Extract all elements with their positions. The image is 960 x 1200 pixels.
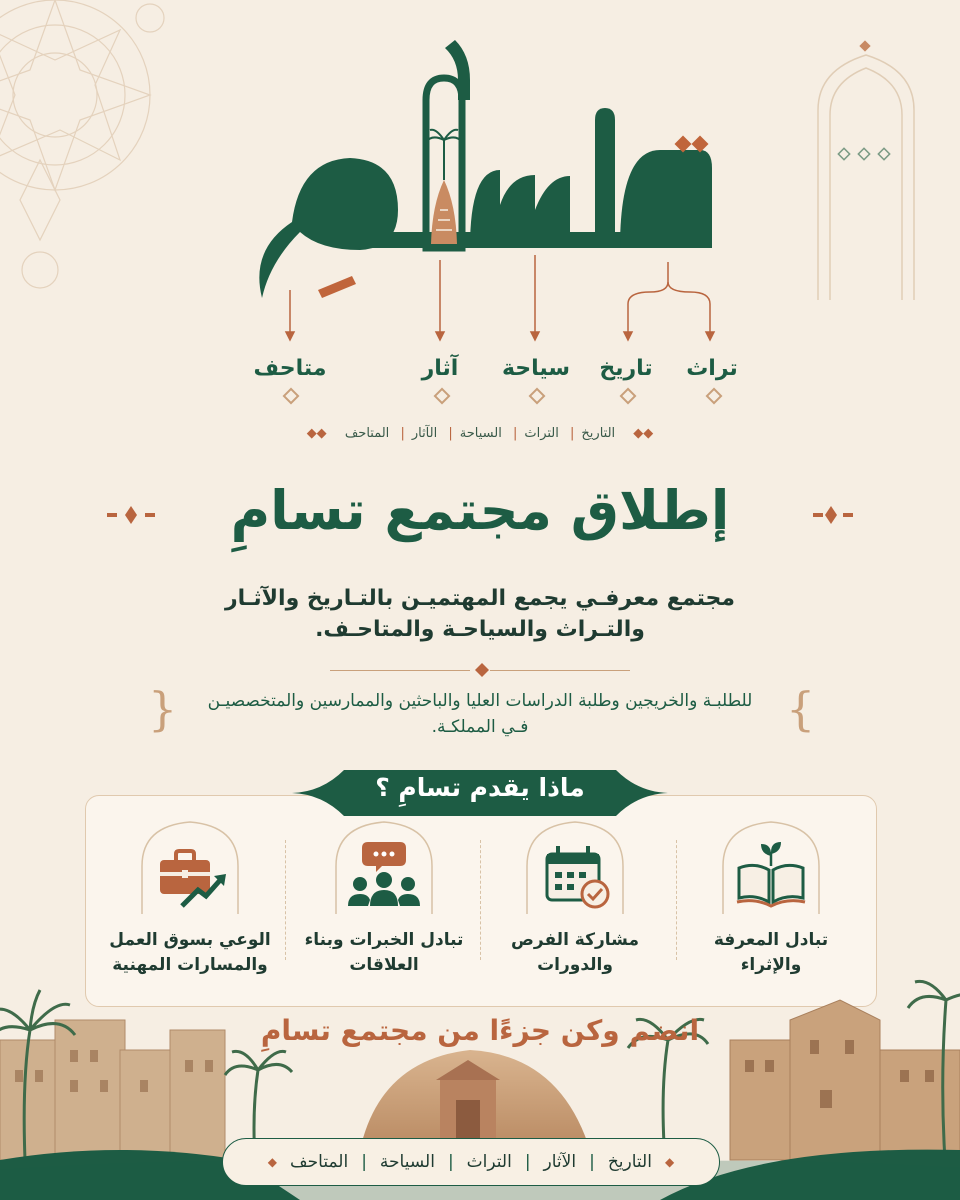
branch-tourism: سياحة bbox=[501, 356, 571, 381]
description: مجتمع معرفـي يجمع المهتميـن بالتـاريخ والآثـار والتـراث والسياحـة والمتاحـف. bbox=[224, 586, 736, 642]
feature-card bbox=[299, 818, 469, 977]
feature-divider bbox=[480, 840, 481, 960]
headline: إطلاق مجتمع تسامِ bbox=[230, 479, 730, 542]
tagline-item: التراث bbox=[524, 426, 559, 441]
tagline-item: السياحة bbox=[459, 426, 502, 441]
tagline-item: الآثار bbox=[411, 426, 438, 441]
feature-card bbox=[686, 818, 856, 977]
footer-categories-bar: ◆ التاريخ | الآثار | التراث | السياحة | المتاحف ◆ bbox=[222, 1138, 720, 1186]
feature-label: الوعي بسوق العمل والمسارات المهنية bbox=[109, 930, 271, 975]
audience-text: للطلبـة والخريجين وطلبة الدراسات العليا والباحثين والممارسين والمتخصصيـن فـي المملكـة. bbox=[207, 691, 753, 738]
right-brace: } bbox=[786, 682, 816, 736]
left-brace: { bbox=[148, 682, 178, 736]
feature-card bbox=[105, 818, 275, 977]
feature-label: مشاركة الفرص والدورات bbox=[511, 930, 639, 975]
feature-divider bbox=[676, 840, 677, 960]
branch-museums: متاحف bbox=[253, 356, 327, 381]
feature-label: تبادل الخبرات وبناء العلاقات bbox=[304, 930, 464, 975]
tagline-row: ◆◆ التاريخ| التراث| السياحة| الآثار| المتاحف ◆◆ bbox=[306, 426, 654, 441]
footer-item: السياحة bbox=[379, 1152, 435, 1172]
footer-item: التراث bbox=[466, 1152, 512, 1172]
footer-item: الآثار bbox=[543, 1152, 577, 1172]
divider-diamond bbox=[474, 662, 490, 678]
footer-item: التاريخ bbox=[607, 1152, 652, 1172]
open-book-sprout-icon bbox=[719, 818, 823, 914]
divider-line bbox=[490, 670, 630, 671]
branch-antiquities: آثار bbox=[421, 356, 459, 381]
divider-line bbox=[330, 670, 470, 671]
people-chat-icon bbox=[332, 818, 436, 914]
feature-card bbox=[490, 818, 660, 977]
footer-item: المتاحف bbox=[290, 1152, 349, 1172]
calendar-check-icon bbox=[523, 818, 627, 914]
feature-divider bbox=[285, 840, 286, 960]
briefcase-growth-icon bbox=[138, 818, 242, 914]
join-call-to-action: انضم وكن جزءًا من مجتمع تسامِ bbox=[260, 1014, 700, 1047]
branch-history: تاريخ bbox=[599, 356, 653, 381]
tagline-item: المتاحف bbox=[344, 426, 390, 441]
palm-motif bbox=[426, 130, 462, 244]
section-title: ماذا يقدم تسامِ ؟ bbox=[375, 773, 585, 802]
feature-label: تبادل المعرفة والإثراء bbox=[713, 930, 829, 975]
branch-heritage: تراث bbox=[686, 356, 738, 381]
tagline-item: التاريخ bbox=[581, 426, 616, 441]
